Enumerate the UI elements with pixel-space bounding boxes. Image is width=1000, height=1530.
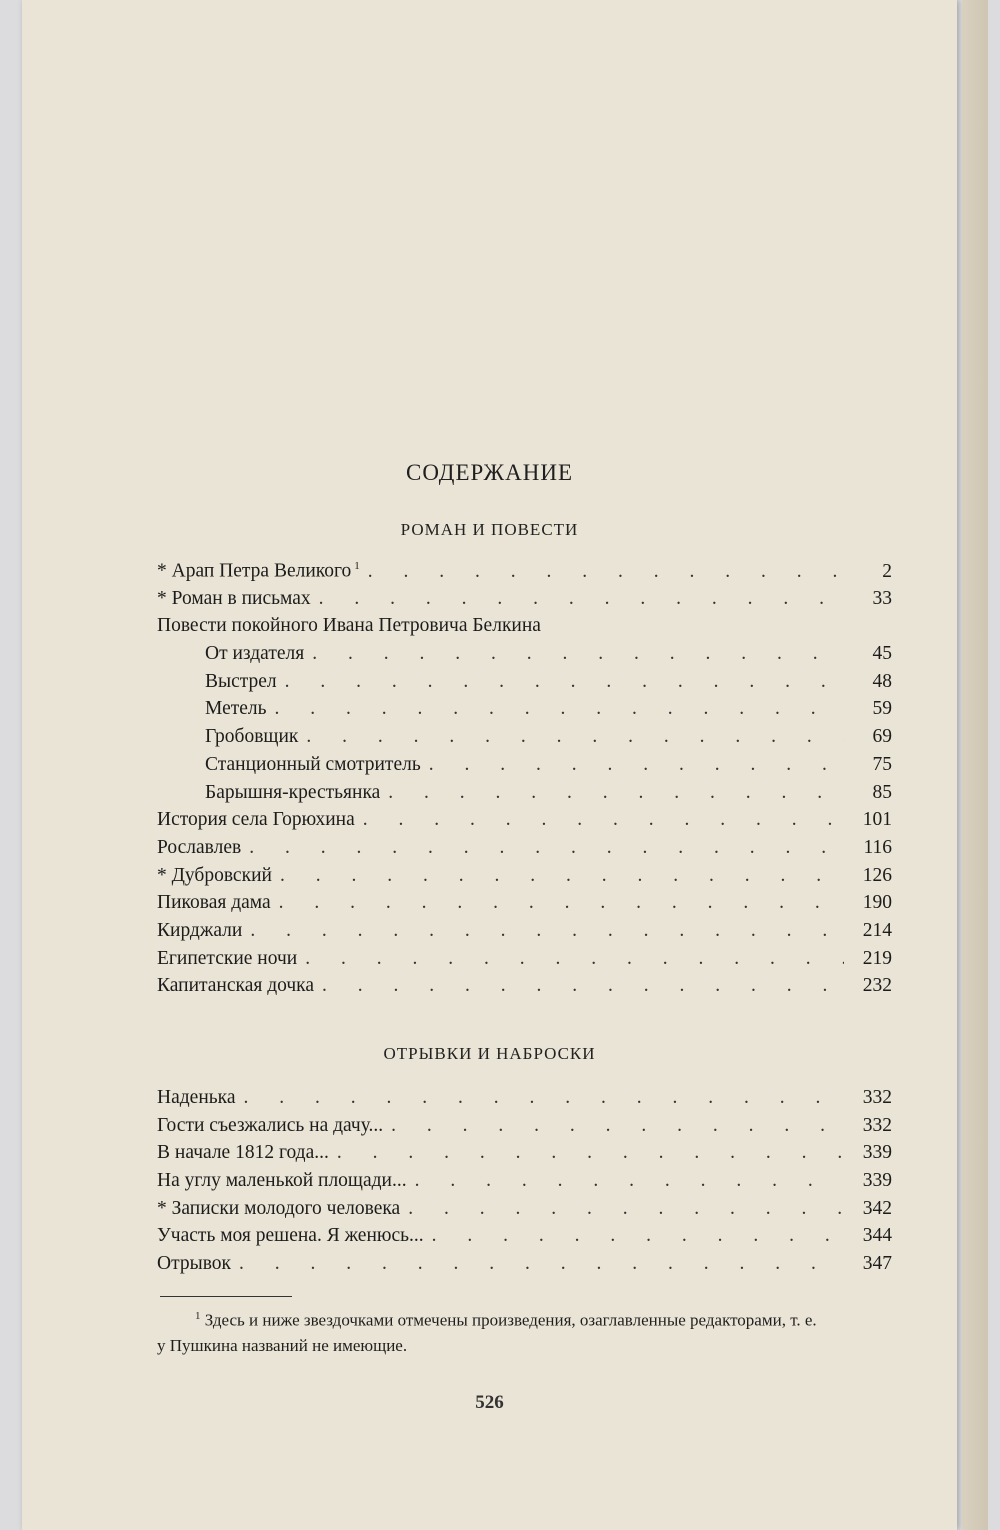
toc-entry [157,1198,892,1226]
toc-entry-title-text: * Дубровский [157,864,272,886]
dot-leader [368,561,844,583]
dot-leader [250,920,844,942]
dot-leader [432,1225,844,1247]
dot-leader [279,892,844,914]
toc-entry-page: 45 [872,643,892,665]
dot-leader [322,975,844,997]
dot-leader [243,1087,844,1109]
toc-entry-title [157,1115,383,1137]
toc-entry-title [157,754,421,776]
page-edge [962,0,988,1530]
toc-entry-page: 332 [862,1114,892,1136]
toc-entry-title-text: Отрывок [157,1253,231,1275]
toc-entry-title-text: В начале 1812 года... [157,1142,329,1164]
toc-entry [157,865,892,893]
toc-entry-title [157,588,311,610]
dot-leader [408,1198,844,1220]
toc-entry-page: 232 [862,975,892,997]
toc-entry-title-text: Капитанская дочка [157,975,315,997]
toc-entry-title [157,1142,329,1164]
toc-entry-title-text: * Записки молодого человека [157,1197,401,1219]
toc-entry-page: 339 [862,1142,892,1164]
toc-entry-page: 190 [862,892,892,914]
toc-entry-title-text: Выстрел [205,670,277,692]
toc-entry-title-text: Гробовщик [205,726,299,748]
dot-leader [306,726,844,748]
dot-leader [305,948,844,970]
toc-entry-title [157,975,314,997]
toc-entry-title-text: На углу маленькой площади... [157,1170,407,1192]
toc-entry-title [157,809,355,831]
footnote [157,1304,827,1358]
toc-entry-title [157,1170,407,1192]
toc-entry-title [157,643,304,665]
footnote-reference: 1 [354,560,360,572]
toc-entry-page: 2 [882,560,892,582]
dot-leader [285,671,844,693]
toc-entry [157,1087,892,1115]
toc-entry-page: 59 [872,698,892,720]
toc-entry-title-text: Рославлев [157,836,242,858]
toc-entry-title [157,726,298,748]
toc-entry-title [157,1198,400,1220]
toc-entry-page: 101 [862,809,892,831]
dot-leader [249,837,844,859]
toc-entry-page: 69 [872,726,892,748]
toc-entry-title [157,920,242,942]
toc-novels [157,560,892,1003]
toc-entry-title [157,782,380,804]
dot-leader [415,1170,844,1192]
toc-entry-page: 214 [862,919,892,941]
toc-entry-page: 48 [872,670,892,692]
toc-entry [157,1225,892,1253]
toc-entry-title-text: Пиковая дама [157,892,271,914]
toc-entry-page: 75 [872,753,892,775]
toc-fragments [157,1087,892,1281]
toc-entry [157,1115,892,1143]
toc-entry [157,975,892,1003]
toc-entry [157,1253,892,1281]
toc-entry [157,920,892,948]
toc-entry [157,754,892,782]
toc-entry [157,837,892,865]
dot-leader [337,1142,844,1164]
toc-entry-page: 219 [862,947,892,969]
toc-entry [157,698,892,726]
toc-entry-title [157,948,297,970]
toc-entry [157,588,892,616]
toc-entry-title-text: История села Горюхина [157,809,355,831]
dot-leader [391,1115,844,1137]
footnote-text: Здесь и ниже звездочками отмечены произведения, озаглавленные редакторами, т. е. у Пушкина названий не имеющие. [157,1310,817,1355]
dot-leader [312,643,844,665]
toc-entry-title-text: Участь моя решена. Я женюсь... [157,1225,424,1247]
toc-entry-page: 339 [862,1170,892,1192]
toc-entry-title [157,1253,231,1275]
toc-entry-title-text: Наденька [157,1087,236,1108]
toc-entry [157,560,892,588]
dot-leader [239,1253,844,1275]
toc-entry-page: 85 [872,781,892,803]
toc-entry-title [157,837,241,859]
dot-leader [429,754,844,776]
section-heading-novels: РОМАН И ПОВЕСТИ [400,520,579,539]
toc-entry [157,782,892,810]
toc-entry-title [157,560,360,583]
toc-entry-title-text: Кирджали [157,919,243,941]
dot-leader [363,809,844,831]
toc-entry-title-text: Станционный смотритель [205,753,421,775]
footnote-rule [160,1296,292,1297]
toc-entry-title [157,1087,235,1109]
toc-entry-page: 332 [862,1087,892,1108]
toc-entry [157,671,892,699]
toc-entry-page: 344 [862,1225,892,1247]
toc-entry-title-text: Повести покойного Ивана Петровича Белкина [157,615,541,637]
dot-leader [275,698,844,720]
toc-entry [157,892,892,920]
toc-entry-title [157,698,267,720]
dot-leader [388,782,844,804]
book-page [22,0,957,1530]
toc-entry [157,809,892,837]
toc-entry-title-text: Барышня-крестьянка [205,781,381,803]
toc-entry-page: 342 [862,1197,892,1219]
toc-entry-title [157,1225,424,1247]
toc-entry-page: 116 [863,836,892,858]
toc-entry-page: 347 [862,1253,892,1275]
section-heading-fragments: ОТРЫВКИ И НАБРОСКИ [383,1044,596,1063]
toc-entry [157,726,892,754]
toc-entry-title-text: Гости съезжались на дачу... [157,1114,384,1136]
dot-leader [319,588,844,610]
toc-entry-title [157,892,271,914]
toc-entry-title [157,615,541,637]
toc-entry [157,948,892,976]
page-number: 526 [475,1392,504,1413]
toc-entry-title-text: От издателя [205,643,305,665]
toc-entry-title [157,671,277,693]
toc-entry-page: 33 [872,587,892,609]
dot-leader [280,865,844,887]
toc-entry [157,1142,892,1170]
toc-entry [157,615,892,643]
toc-entry-title [157,865,272,887]
page-title: СОДЕРЖАНИЕ [405,460,573,485]
toc-entry [157,1170,892,1198]
toc-entry [157,643,892,671]
toc-entry-title-text: * Роман в письмах [157,587,311,609]
toc-entry-page: 126 [862,864,892,886]
footnote-mark: 1 [195,1310,201,1322]
toc-entry-title-text: * Арап Петра Великого [157,560,352,582]
toc-entry-title-text: Египетские ночи [157,947,298,969]
toc-entry-title-text: Метель [205,698,267,720]
